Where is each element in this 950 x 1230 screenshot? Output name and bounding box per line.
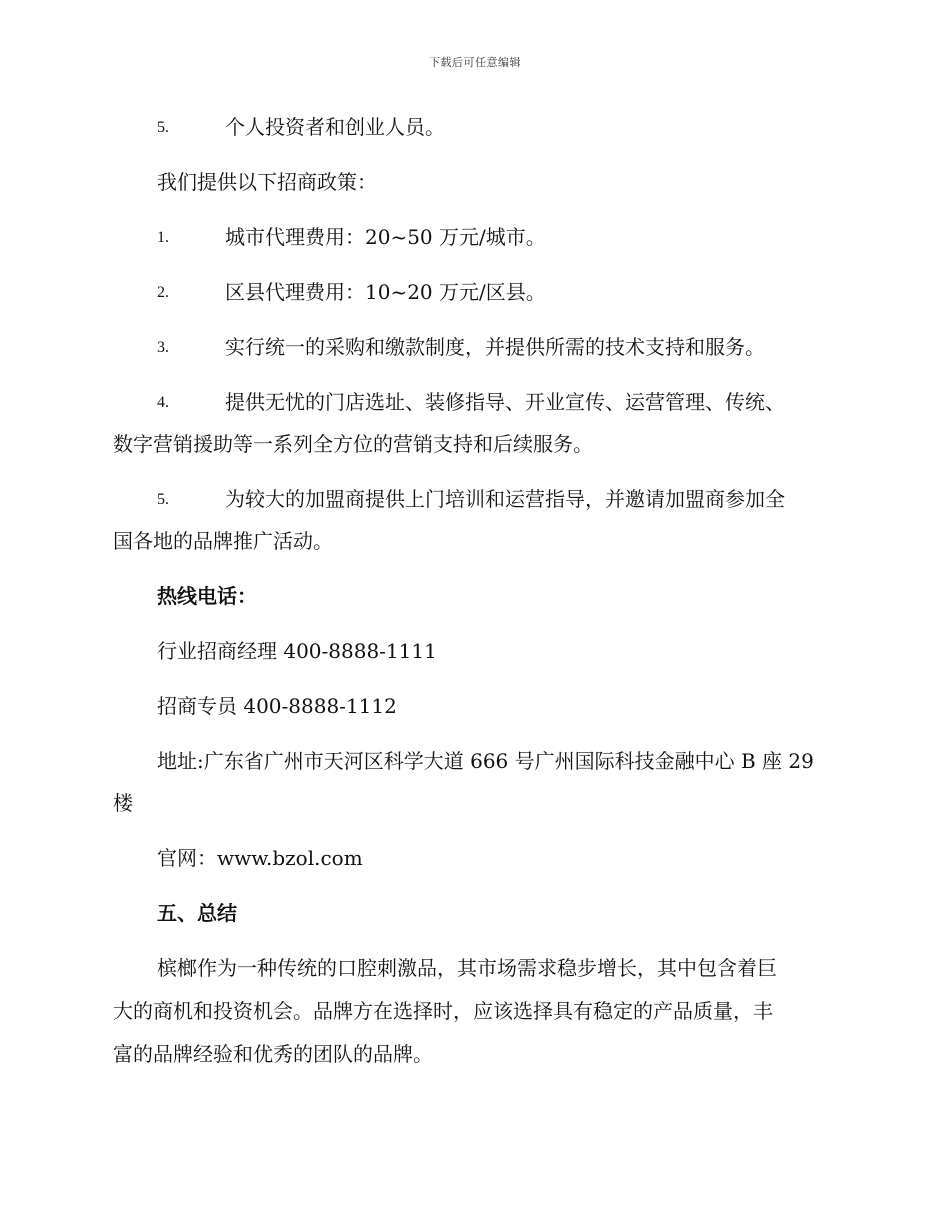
hotline-specialist: 招商专员 400-8888-1112 — [157, 694, 397, 718]
list-item-text: 区县代理费用：10~20 万元/区县。 — [225, 280, 546, 304]
list-number: 2. — [157, 284, 169, 301]
page-header: 下载后可任意编辑 — [429, 56, 521, 69]
hotline-heading: 热线电话： — [157, 584, 257, 608]
list-item-text: 提供无忧的门店选址、装修指导、开业宣传、运营管理、传统、 — [225, 390, 785, 414]
list-number: 5. — [157, 491, 169, 508]
summary-paragraph-line: 富的品牌经验和优秀的团队的品牌。 — [113, 1042, 433, 1066]
list-item-text: 实行统一的采购和缴款制度，并提供所需的技术支持和服务。 — [225, 335, 765, 359]
list-number: 5. — [157, 119, 169, 136]
summary-heading: 五、总结 — [157, 901, 237, 925]
address-line-continued: 楼 — [113, 791, 133, 815]
policy-intro: 我们提供以下招商政策： — [157, 170, 377, 194]
website-text: 官网：www.bzol.com — [157, 846, 363, 870]
summary-paragraph-line: 槟榔作为一种传统的口腔刺激品，其市场需求稳步增长，其中包含着巨 — [157, 956, 777, 980]
hotline-manager: 行业招商经理 400-8888-1111 — [157, 639, 437, 663]
list-item-text-continued: 数字营销援助等一系列全方位的营销支持和后续服务。 — [113, 432, 593, 456]
address-line: 地址:广东省广州市天河区科学大道 666 号广州国际科技金融中心 B 座 29 — [157, 749, 814, 773]
list-item-text: 个人投资者和创业人员。 — [225, 115, 445, 139]
list-item-text-continued: 国各地的品牌推广活动。 — [113, 529, 333, 553]
list-number: 3. — [157, 339, 169, 356]
list-number: 4. — [157, 394, 169, 411]
list-item-text: 为较大的加盟商提供上门培训和运营指导，并邀请加盟商参加全 — [225, 487, 785, 511]
list-item-text: 城市代理费用：20~50 万元/城市。 — [225, 225, 546, 249]
summary-paragraph-line: 大的商机和投资机会。品牌方在选择时，应该选择具有稳定的产品质量，丰 — [113, 999, 773, 1023]
list-number: 1. — [157, 229, 169, 246]
